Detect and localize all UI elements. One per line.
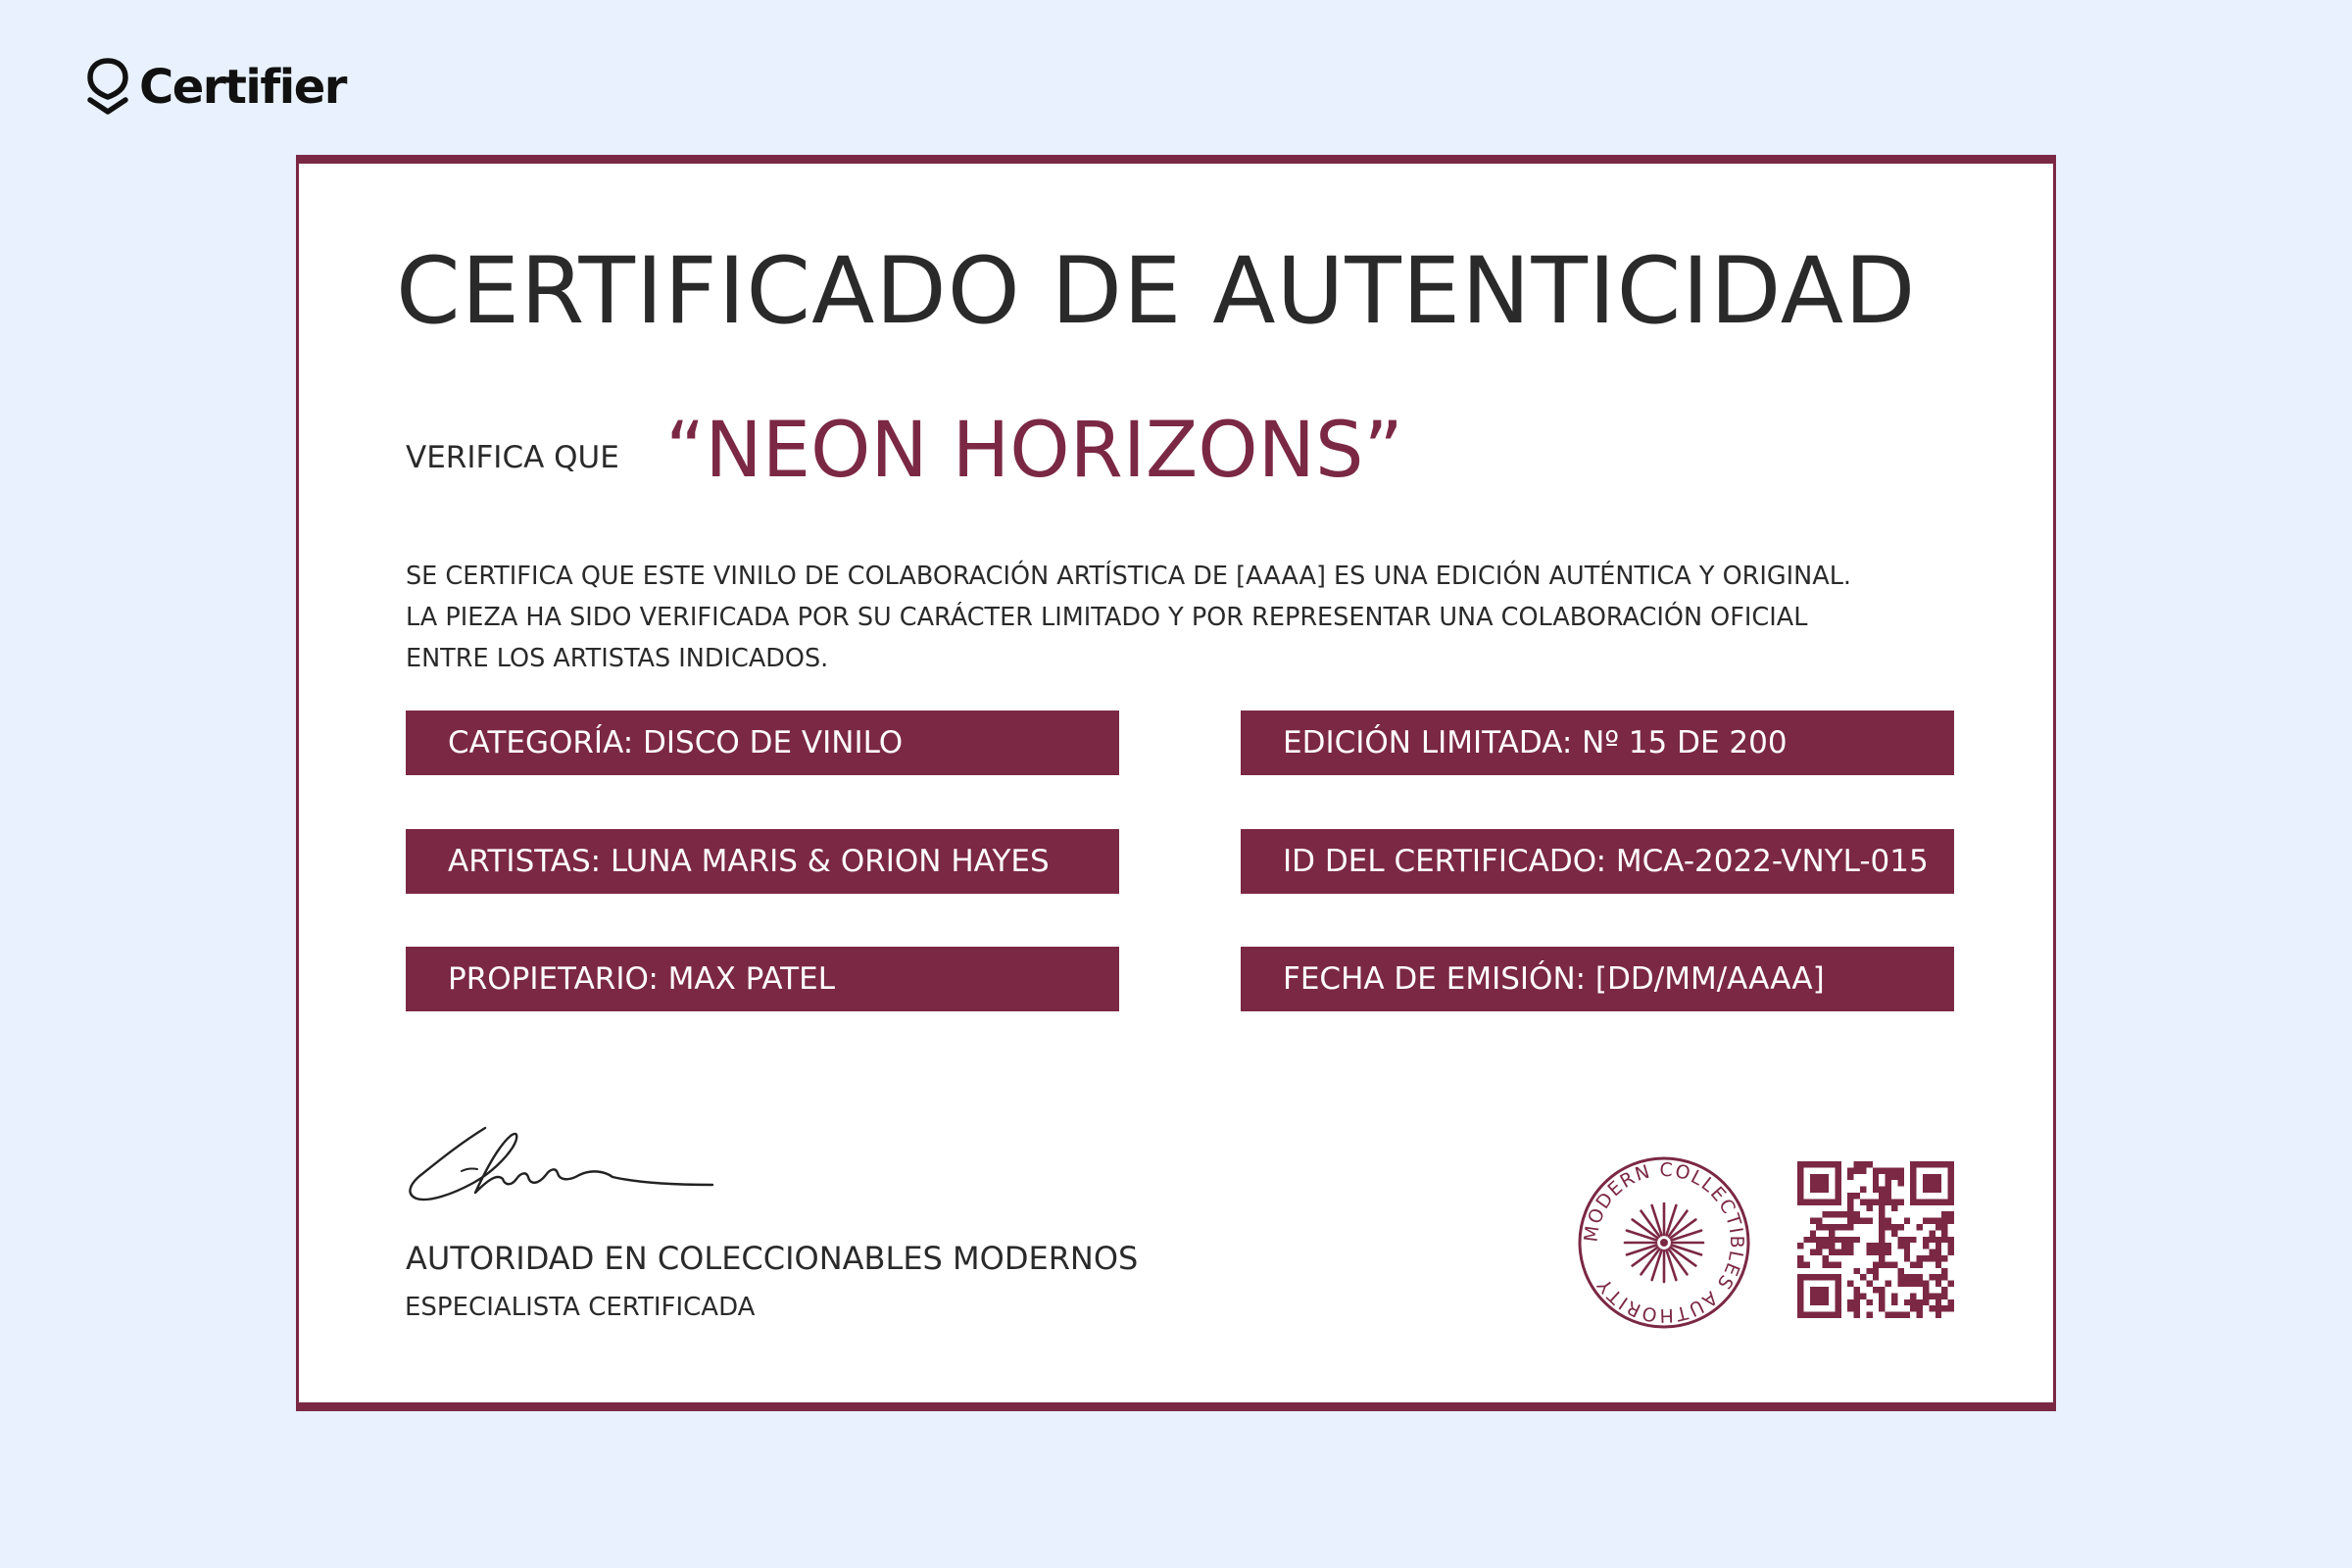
certificate-statement [406,556,1974,679]
seal-stamp-icon [1575,1153,1753,1332]
statement-line: SE CERTIFICA QUE ESTE VINILO DE COLABORACIÓN ARTÍSTICA DE [AAAA] ES UNA EDICIÓN AUTÉNTICA Y ORIGINAL. [406,562,1852,591]
certificate-title: CERTIFICADO DE AUTENTICIDAD [396,238,1917,345]
svg-text:MODERN COLLECTIBLES AUTHORITY: MODERN COLLECTIBLES AUTHORITY [1580,1158,1748,1327]
field-edition: EDICIÓN LIMITADA: Nº 15 DE 200 [1241,710,1954,775]
statement-line: LA PIEZA HA SIDO VERIFICADA POR SU CARÁCTER LIMITADO Y POR REPRESENTAR UNA COLABORACIÓN OFICIAL [406,603,1808,632]
certificate-subject: “NEON HORIZONS” [665,407,1403,495]
verify-label: VERIFICA QUE [406,440,619,475]
field-artists: ARTISTAS: LUNA MARIS & ORION HAYES [406,829,1119,894]
field-category: CATEGORÍA: DISCO DE VINILO [406,710,1119,775]
signer-role: ESPECIALISTA CERTIFICADA [405,1293,756,1322]
brand-logo [86,57,346,118]
brand-name: Certifier [139,60,346,115]
signature-image [403,1114,716,1222]
qr-code-icon[interactable] [1797,1161,1954,1318]
certificate-card [296,155,2056,1411]
signer-organization: AUTORIDAD EN COLECCIONABLES MODERNOS [406,1240,1139,1277]
statement-line: ENTRE LOS ARTISTAS INDICADOS. [406,644,829,673]
field-owner: PROPIETARIO: MAX PATEL [406,947,1119,1011]
field-certificate-id: ID DEL CERTIFICADO: MCA-2022-VNYL-015 [1241,829,1954,894]
certifier-logo-icon [86,58,129,117]
field-issue-date: FECHA DE EMISIÓN: [DD/MM/AAAA] [1241,947,1954,1011]
